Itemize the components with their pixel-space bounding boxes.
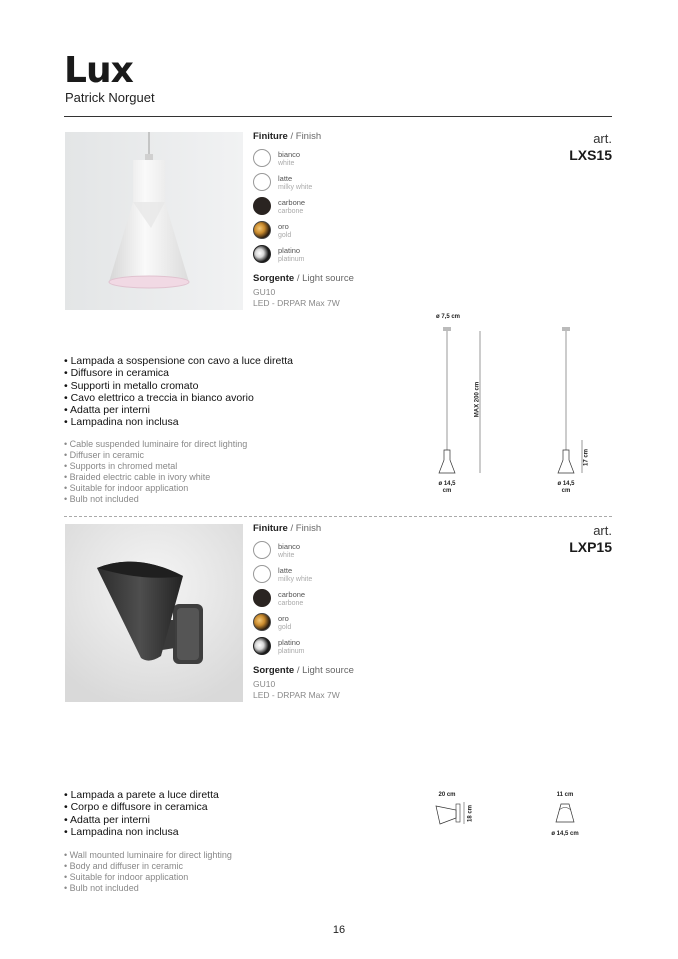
swatch-carbone-icon — [253, 197, 271, 215]
source-value-2: LED - DRPAR Max 7W — [253, 298, 340, 308]
finishes-title-en: / Finish — [290, 131, 322, 142]
swatch-platinum-icon — [253, 637, 271, 655]
source-value-2: LED - DRPAR Max 7W — [253, 690, 340, 700]
finish-option-platinum[interactable] — [253, 637, 393, 661]
dim-width: 11 cm — [556, 792, 574, 798]
finish-label-en: white — [278, 552, 295, 559]
product-photo-wall-lamp — [65, 524, 243, 702]
dim-diameter-side: ø 14,5 cm — [557, 481, 575, 494]
list-item: • Cable suspended luminaire for direct lighting — [64, 439, 248, 449]
list-item: • Supporti in metallo cromato — [64, 379, 199, 392]
finish-label: oro — [278, 222, 289, 231]
finish-option-milky-white[interactable] — [253, 173, 393, 197]
source-title-it: Sorgente — [253, 273, 295, 284]
dim-cable-length: MAX 200 cm — [474, 381, 481, 418]
finish-label-en: platinum — [278, 256, 305, 263]
finishes-title-it: Finiture — [253, 131, 288, 142]
list-item: • Diffusore in ceramica — [64, 367, 170, 380]
finishes-block — [253, 523, 393, 701]
dim-canopy: ø 7,5 cm — [435, 314, 460, 320]
list-item: • Suitable for indoor application — [64, 872, 189, 882]
finish-label-en: milky white — [278, 184, 313, 191]
list-item: • Bulb not included — [64, 883, 139, 893]
list-item: • Diffuser in ceramic — [64, 450, 145, 460]
source-title — [253, 665, 393, 676]
swatch-white-icon — [253, 541, 271, 559]
list-item: • Lampadina non inclusa — [64, 825, 179, 838]
dim-height: 17 cm — [583, 449, 590, 467]
finish-label: latte — [278, 174, 293, 183]
finish-option-carbone[interactable] — [253, 589, 393, 613]
finishes-block — [253, 131, 393, 309]
finish-option-platinum[interactable] — [253, 245, 393, 269]
finish-label: bianco — [278, 542, 301, 551]
dim-diameter-front: ø 14,5 cm — [438, 481, 456, 494]
finish-label: carbone — [278, 590, 306, 599]
finish-label: bianco — [278, 150, 301, 159]
finish-label-en: carbone — [278, 208, 304, 215]
technical-drawing-pendant — [420, 310, 620, 500]
swatch-carbone-icon — [253, 589, 271, 607]
list-item: • Adatta per interni — [64, 813, 150, 826]
finish-label-en: gold — [278, 624, 292, 631]
list-item: • Cavo elettrico a treccia in bianco avorio — [64, 391, 254, 404]
list-item: • Braided electric cable in ivory white — [64, 472, 211, 482]
finish-label-en: white — [278, 160, 295, 167]
finish-label: latte — [278, 566, 293, 575]
brand-title: Lux — [64, 50, 133, 91]
finish-label-en: gold — [278, 232, 292, 239]
list-item: • Wall mounted luminaire for direct lighting — [64, 850, 232, 860]
finishes-title-it: Finiture — [253, 523, 288, 534]
list-item: • Lampada a parete a luce diretta — [64, 789, 219, 801]
section-divider — [64, 516, 612, 517]
source-title-it: Sorgente — [253, 665, 295, 676]
features-list-en — [64, 439, 384, 505]
finish-label: oro — [278, 614, 289, 623]
list-item: • Lampada a sospensione con cavo a luce diretta — [64, 355, 293, 367]
dim-height: 18 cm — [467, 805, 474, 823]
swatch-milky-white-icon — [253, 565, 271, 583]
finish-label-en: milky white — [278, 576, 313, 583]
source-value-1: GU10 — [253, 287, 276, 297]
source-title-en: / Light source — [296, 273, 354, 284]
source-title — [253, 273, 393, 284]
source-title-en: / Light source — [296, 665, 354, 676]
product-photo-pendant — [65, 132, 243, 310]
swatch-white-icon — [253, 149, 271, 167]
list-item: • Body and diffuser in ceramic — [64, 861, 184, 871]
list-item: • Suitable for indoor application — [64, 483, 189, 493]
dim-diameter: ø 14,5 cm — [551, 831, 579, 837]
page-number: 16 — [332, 924, 346, 936]
art-label: art. — [593, 131, 612, 146]
art-label: art. — [593, 523, 612, 538]
list-item: • Lampadina non inclusa — [64, 416, 179, 429]
finishes-title — [253, 131, 393, 142]
features-list-it — [64, 789, 384, 838]
finish-label: platino — [278, 246, 301, 255]
finish-option-white[interactable] — [253, 541, 393, 565]
list-item: • Supports in chromed metal — [64, 461, 178, 471]
finishes-title-en: / Finish — [290, 523, 322, 534]
dim-depth: 20 cm — [438, 792, 456, 798]
finish-option-carbone[interactable] — [253, 197, 393, 221]
technical-drawing-wall-lamp — [420, 788, 620, 858]
art-code: LXS15 — [569, 147, 612, 163]
finish-label-en: carbone — [278, 600, 304, 607]
finish-option-gold[interactable] — [253, 613, 393, 637]
features-list-it — [64, 355, 384, 429]
finish-label-en: platinum — [278, 648, 305, 655]
list-item: • Corpo e diffusore in ceramica — [64, 801, 208, 814]
swatch-gold-icon — [253, 613, 271, 631]
finish-label: platino — [278, 638, 301, 647]
art-code: LXP15 — [569, 539, 612, 555]
finish-label: carbone — [278, 198, 306, 207]
list-item: • Adatta per interni — [64, 404, 150, 417]
swatch-platinum-icon — [253, 245, 271, 263]
swatch-gold-icon — [253, 221, 271, 239]
finish-option-white[interactable] — [253, 149, 393, 173]
finish-option-milky-white[interactable] — [253, 565, 393, 589]
list-item: • Bulb not included — [64, 494, 139, 504]
finishes-title — [253, 523, 393, 534]
swatch-milky-white-icon — [253, 173, 271, 191]
finish-option-gold[interactable] — [253, 221, 393, 245]
designer-name: Patrick Norguet — [65, 90, 155, 105]
header-rule — [64, 116, 612, 117]
features-list-en — [64, 850, 384, 894]
source-value-1: GU10 — [253, 679, 276, 689]
